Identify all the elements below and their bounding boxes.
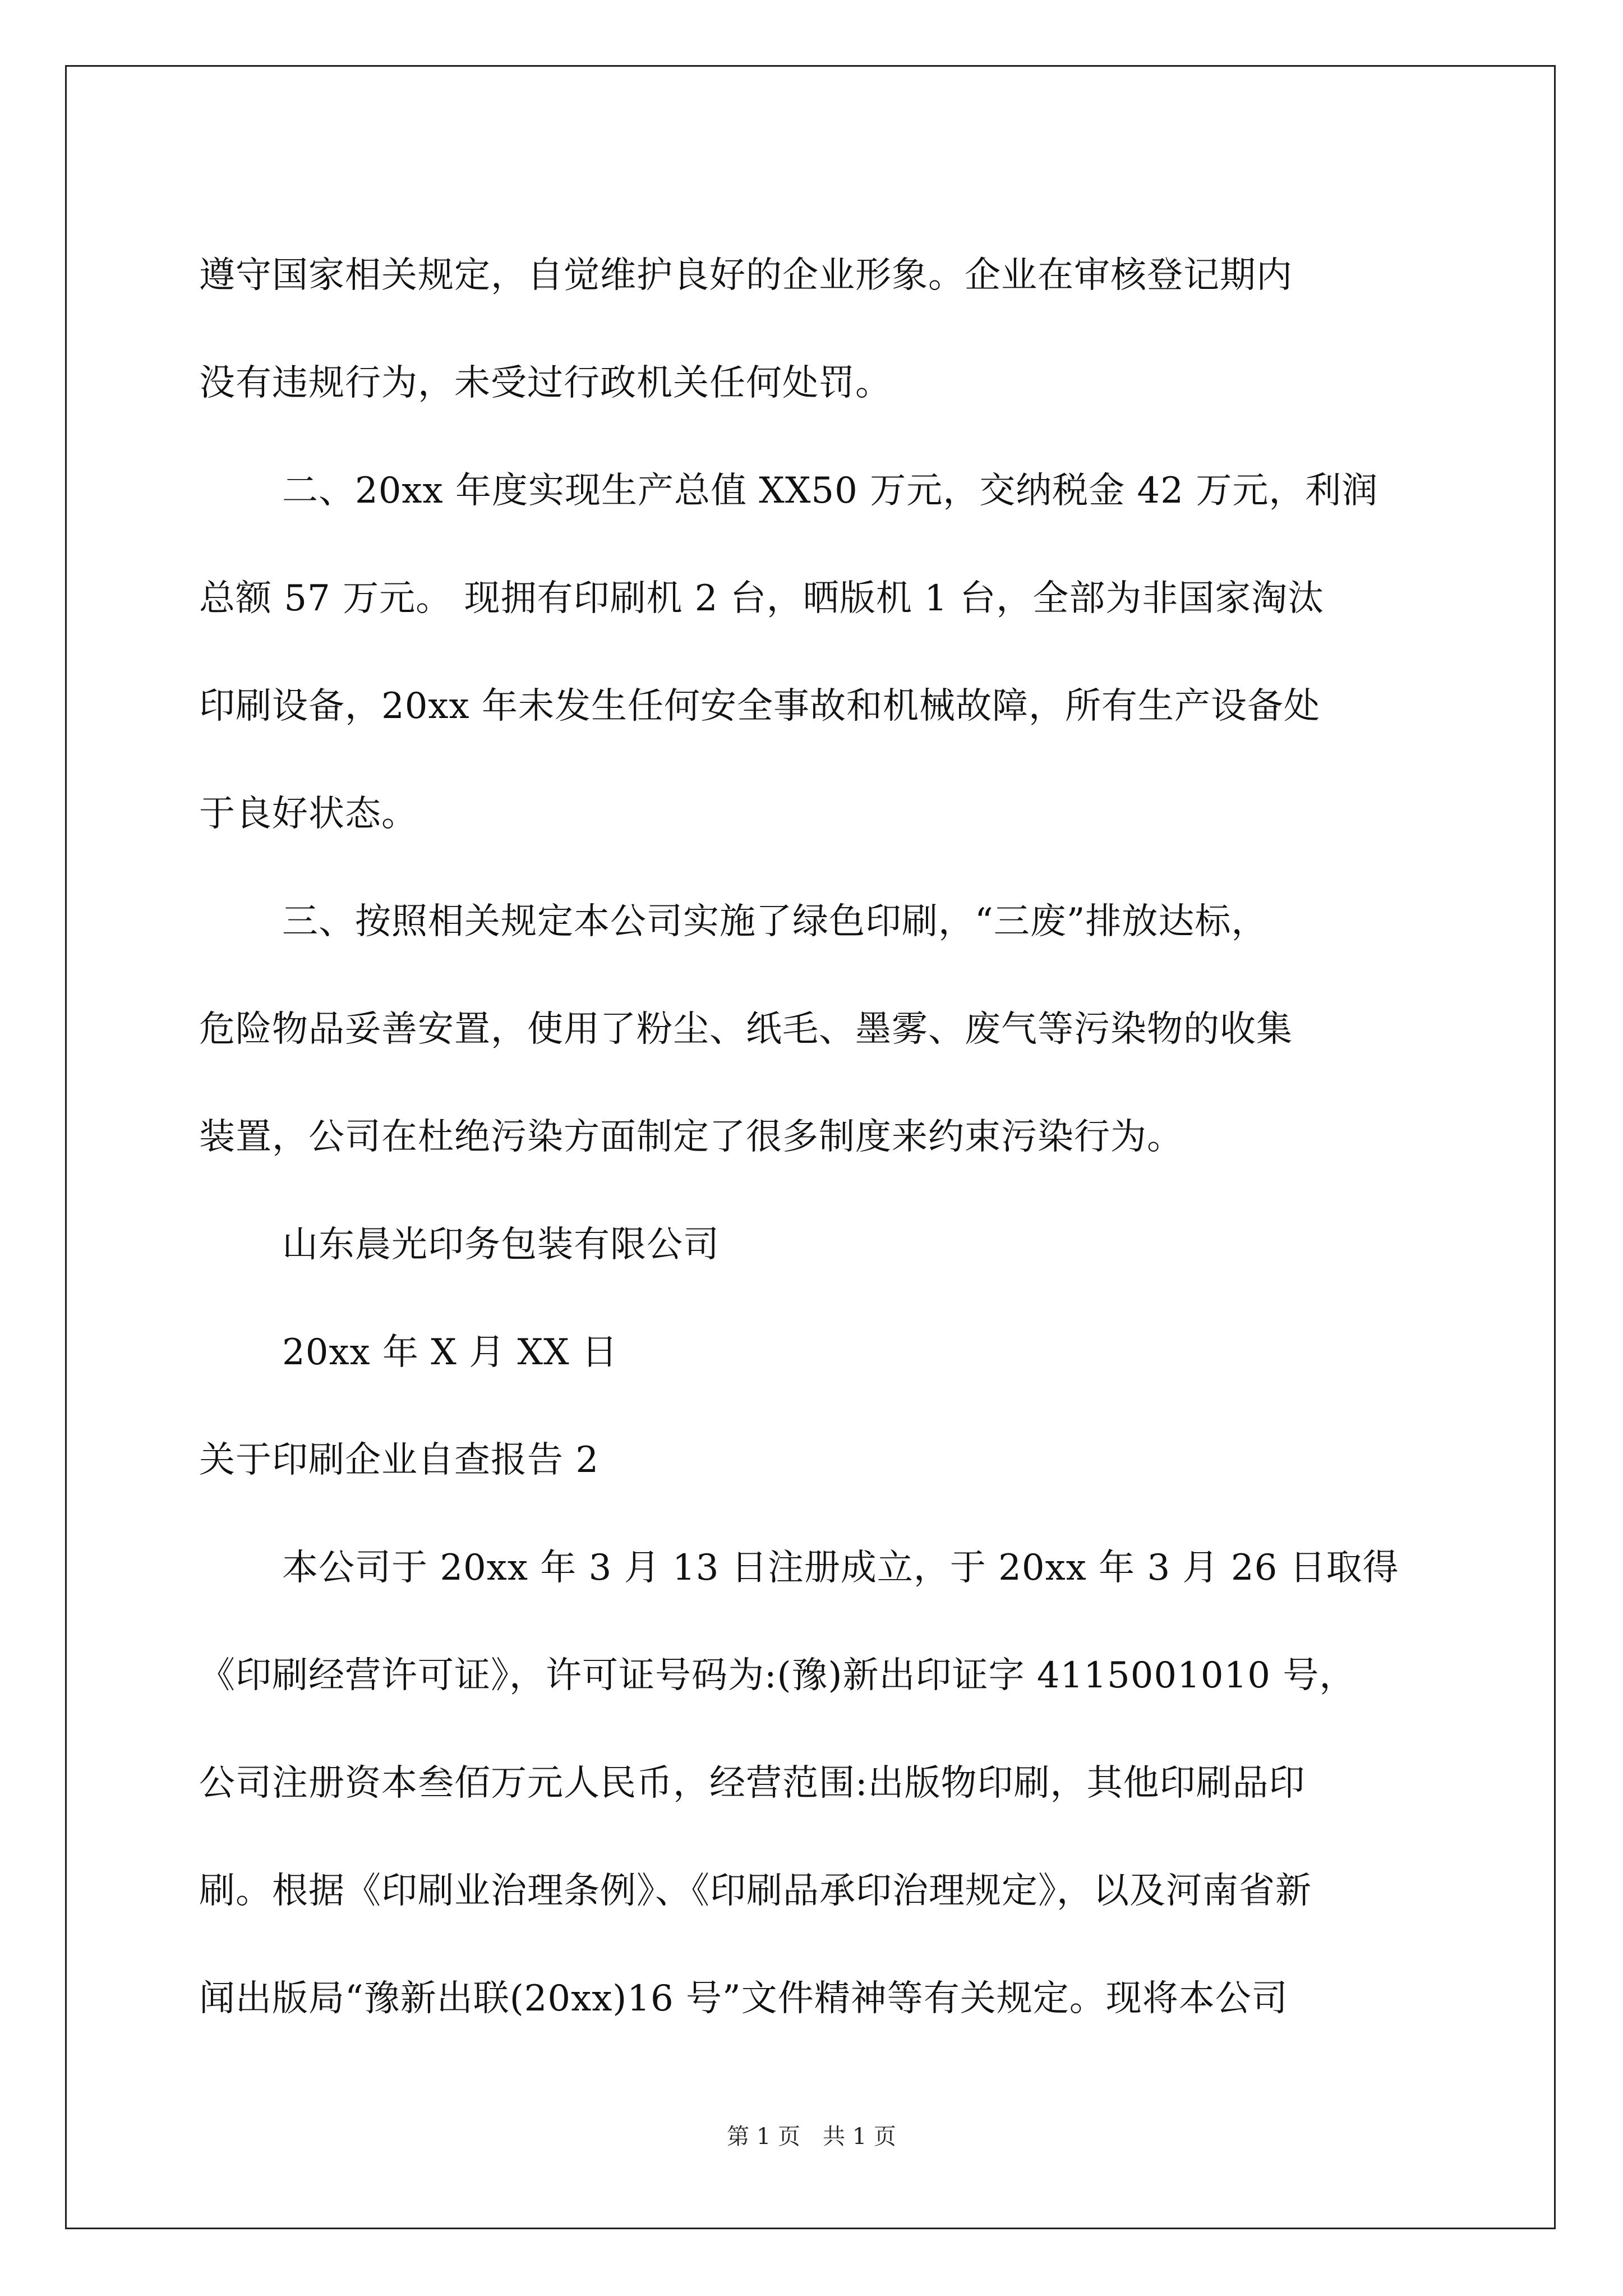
text-line: 危险物品妥善安置，使用了粉尘、纸毛、墨雾、废气等污染物的收集 [199, 1009, 1293, 1050]
text-line: 装置，公司在杜绝污染方面制定了很多制度来约束污染行为。 [199, 1116, 1183, 1158]
company-name: 山东晨光印务包装有限公司 [282, 1224, 720, 1266]
text-line: 二、20xx 年度实现生产总值 XX50 万元，交纳税金 42 万元，利润 [282, 470, 1378, 512]
text-line: 于良好状态。 [199, 793, 418, 835]
text-line: 闻出版局“豫新出联(20xx)16 号”文件精神等有关规定。现将本公司 [199, 1978, 1288, 2019]
text-line: 总额 57 万元。 现拥有印刷机 2 台，晒版机 1 台，全部为非国家淘汰 [199, 578, 1325, 619]
report-title: 关于印刷企业自查报告 2 [199, 1439, 600, 1481]
text-line: 《印刷经营许可证》，许可证号码为:(豫)新出印证字 4115001010 号， [199, 1655, 1356, 1696]
paragraph-registration [199, 1514, 1427, 2053]
date-text: 20xx 年 X 月 XX 日 [282, 1332, 619, 1373]
text-line: 三、按照相关规定本公司实施了绿色印刷，“三废”排放达标， [282, 901, 1268, 942]
text-line: 公司注册资本叁佰万元人民币，经营范围:出版物印刷，其他印刷品印 [199, 1763, 1306, 1804]
signature-date [199, 1299, 1427, 1406]
text-line: 本公司于 20xx 年 3 月 13 日注册成立，于 20xx 年 3 月 26 日取得 [282, 1547, 1399, 1589]
section-title [199, 1406, 1427, 1514]
text-line: 印刷设备，20xx 年未发生任何安全事故和机械故障，所有生产设备处 [199, 685, 1320, 727]
paragraph-green-printing [199, 868, 1427, 1191]
paragraph-production [199, 437, 1427, 868]
text-line: 没有违规行为，未受过行政机关任何处罚。 [199, 362, 892, 404]
page-footer: 第 1 页 共 1 页 [727, 2124, 896, 2150]
document-body [199, 222, 1427, 2053]
company-signature [199, 1191, 1427, 1299]
text-line: 遵守国家相关规定，自觉维护良好的企业形象。企业在审核登记期内 [199, 255, 1293, 296]
text-line: 刷。根据《印刷业治理条例》、《印刷品承印治理规定》，以及河南省新 [199, 1870, 1312, 1912]
paragraph-compliance [199, 222, 1427, 437]
